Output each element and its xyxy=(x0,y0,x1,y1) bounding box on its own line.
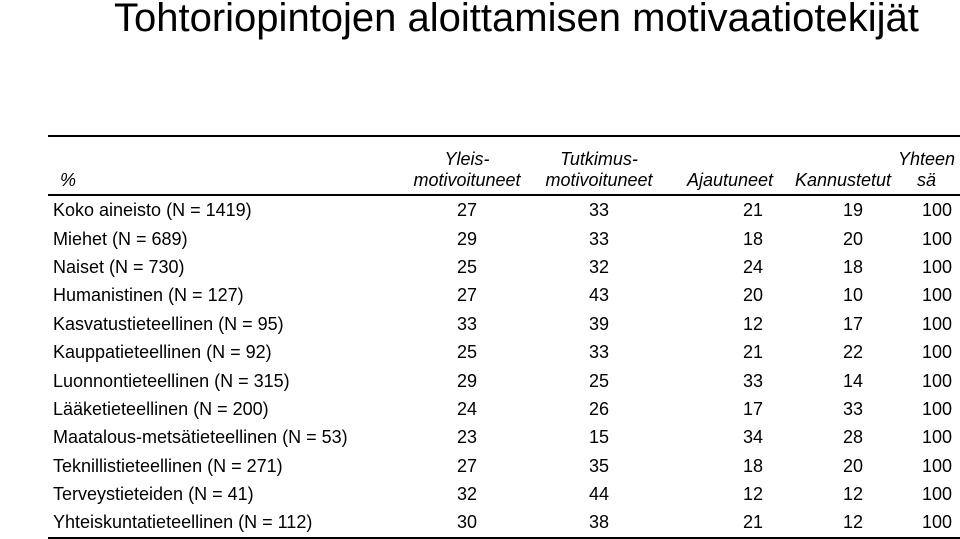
row-label: Luonnontieteellinen (N = 315) xyxy=(53,370,290,391)
cell-ajautuneet: 21 xyxy=(742,342,763,363)
cell-yhteensa: 100 xyxy=(921,200,952,221)
cell-kannustetut: 33 xyxy=(842,398,863,419)
row-label: Terveystieteiden (N = 41) xyxy=(53,484,254,505)
row-label: Koko aineisto (N = 1419) xyxy=(53,200,252,221)
cell-tutkimusmotivoituneet: 15 xyxy=(588,427,610,448)
cell-ajautuneet: 17 xyxy=(742,398,763,419)
cell-yhteensa: 100 xyxy=(921,256,952,277)
table-row xyxy=(48,338,960,366)
table-row xyxy=(48,395,960,423)
table-row xyxy=(48,366,960,394)
page-title: Tohtoriopintojen aloittamisen motivaatiotekijät xyxy=(114,0,919,40)
header-ajautuneet xyxy=(667,136,793,195)
header-line: Yleis- xyxy=(444,149,490,169)
table-row xyxy=(48,452,960,480)
cell-tutkimusmotivoituneet: 38 xyxy=(588,512,610,533)
cell-yhteensa: 100 xyxy=(921,427,952,448)
cell-ajautuneet: 21 xyxy=(742,512,763,533)
row-label: Lääketieteellinen (N = 200) xyxy=(53,398,269,419)
row-label: Kauppatieteellinen (N = 92) xyxy=(53,342,272,363)
header-line: Kannustetut xyxy=(794,170,892,190)
cell-yleismotivoituneet: 33 xyxy=(456,313,478,334)
cell-yleismotivoituneet: 24 xyxy=(456,398,478,419)
cell-ajautuneet: 33 xyxy=(742,370,763,391)
cell-tutkimusmotivoituneet: 35 xyxy=(588,455,610,476)
header-row xyxy=(48,136,960,195)
cell-tutkimusmotivoituneet: 33 xyxy=(588,228,610,249)
table-body xyxy=(48,195,960,538)
cell-ajautuneet: 34 xyxy=(742,427,763,448)
cell-kannustetut: 22 xyxy=(842,342,863,363)
header-percent xyxy=(48,136,403,195)
cell-tutkimusmotivoituneet: 26 xyxy=(588,398,610,419)
cell-yleismotivoituneet: 29 xyxy=(456,370,478,391)
table-row xyxy=(48,195,960,224)
cell-ajautuneet: 18 xyxy=(742,228,763,249)
table-row xyxy=(48,253,960,281)
header-line: sä xyxy=(916,170,936,190)
cell-kannustetut: 12 xyxy=(842,512,863,533)
table-row xyxy=(48,423,960,451)
header-line: Tutkimus- xyxy=(560,149,638,169)
cell-yleismotivoituneet: 25 xyxy=(456,342,478,363)
cell-tutkimusmotivoituneet: 32 xyxy=(588,256,610,277)
cell-tutkimusmotivoituneet: 43 xyxy=(588,285,610,306)
table-row xyxy=(48,224,960,252)
motivation-table-container xyxy=(48,135,960,539)
cell-kannustetut: 12 xyxy=(842,484,863,505)
header-line: Yhteen xyxy=(897,149,956,169)
cell-yhteensa: 100 xyxy=(921,484,952,505)
cell-yhteensa: 100 xyxy=(921,285,952,306)
cell-tutkimusmotivoituneet: 39 xyxy=(588,313,610,334)
row-label: Humanistinen (N = 127) xyxy=(53,285,244,306)
header-line: motivoituneet xyxy=(413,170,521,190)
table-row xyxy=(48,480,960,508)
row-label: Naiset (N = 730) xyxy=(53,256,185,277)
cell-ajautuneet: 12 xyxy=(742,313,763,334)
cell-yleismotivoituneet: 25 xyxy=(456,256,478,277)
cell-yleismotivoituneet: 23 xyxy=(456,427,478,448)
cell-yhteensa: 100 xyxy=(921,512,952,533)
row-label: Kasvatustieteellinen (N = 95) xyxy=(53,313,284,334)
cell-yleismotivoituneet: 27 xyxy=(456,455,478,476)
header-line: Ajautuneet xyxy=(686,170,774,190)
table-row xyxy=(48,281,960,309)
cell-kannustetut: 20 xyxy=(842,455,863,476)
header-yhteensa xyxy=(893,136,960,195)
cell-kannustetut: 10 xyxy=(842,285,863,306)
row-label: Teknillistieteellinen (N = 271) xyxy=(53,455,283,476)
header-line: motivoituneet xyxy=(545,170,653,190)
cell-kannustetut: 28 xyxy=(842,427,863,448)
cell-tutkimusmotivoituneet: 44 xyxy=(588,484,610,505)
cell-ajautuneet: 24 xyxy=(742,256,763,277)
cell-kannustetut: 19 xyxy=(842,200,863,221)
header-yleismotivoituneet xyxy=(403,136,531,195)
table-header xyxy=(48,136,960,195)
cell-yhteensa: 100 xyxy=(921,342,952,363)
cell-kannustetut: 14 xyxy=(842,370,863,391)
cell-tutkimusmotivoituneet: 33 xyxy=(588,200,610,221)
header-tutkimusmotivoituneet xyxy=(531,136,667,195)
cell-ajautuneet: 21 xyxy=(742,200,763,221)
cell-ajautuneet: 18 xyxy=(742,455,763,476)
cell-yhteensa: 100 xyxy=(921,398,952,419)
row-label: Miehet (N = 689) xyxy=(53,228,188,249)
cell-ajautuneet: 20 xyxy=(742,285,763,306)
cell-tutkimusmotivoituneet: 25 xyxy=(588,370,610,391)
cell-yhteensa: 100 xyxy=(921,455,952,476)
cell-yleismotivoituneet: 32 xyxy=(456,484,478,505)
cell-kannustetut: 17 xyxy=(842,313,863,334)
cell-yleismotivoituneet: 27 xyxy=(456,200,478,221)
cell-yhteensa: 100 xyxy=(921,228,952,249)
cell-ajautuneet: 12 xyxy=(742,484,763,505)
motivation-table xyxy=(48,135,960,539)
table-row xyxy=(48,310,960,338)
row-label: Maatalous-metsätieteellinen (N = 53) xyxy=(53,427,348,448)
row-label: Yhteiskuntatieteellinen (N = 112) xyxy=(53,512,313,533)
cell-kannustetut: 20 xyxy=(842,228,863,249)
table-row xyxy=(48,508,960,537)
cell-yleismotivoituneet: 30 xyxy=(456,512,478,533)
cell-yleismotivoituneet: 29 xyxy=(456,228,478,249)
cell-yleismotivoituneet: 27 xyxy=(456,285,478,306)
cell-tutkimusmotivoituneet: 33 xyxy=(588,342,610,363)
cell-yhteensa: 100 xyxy=(921,370,952,391)
cell-kannustetut: 18 xyxy=(842,256,863,277)
header-line: % xyxy=(60,170,77,190)
header-kannustetut xyxy=(793,136,893,195)
cell-yhteensa: 100 xyxy=(921,313,952,334)
